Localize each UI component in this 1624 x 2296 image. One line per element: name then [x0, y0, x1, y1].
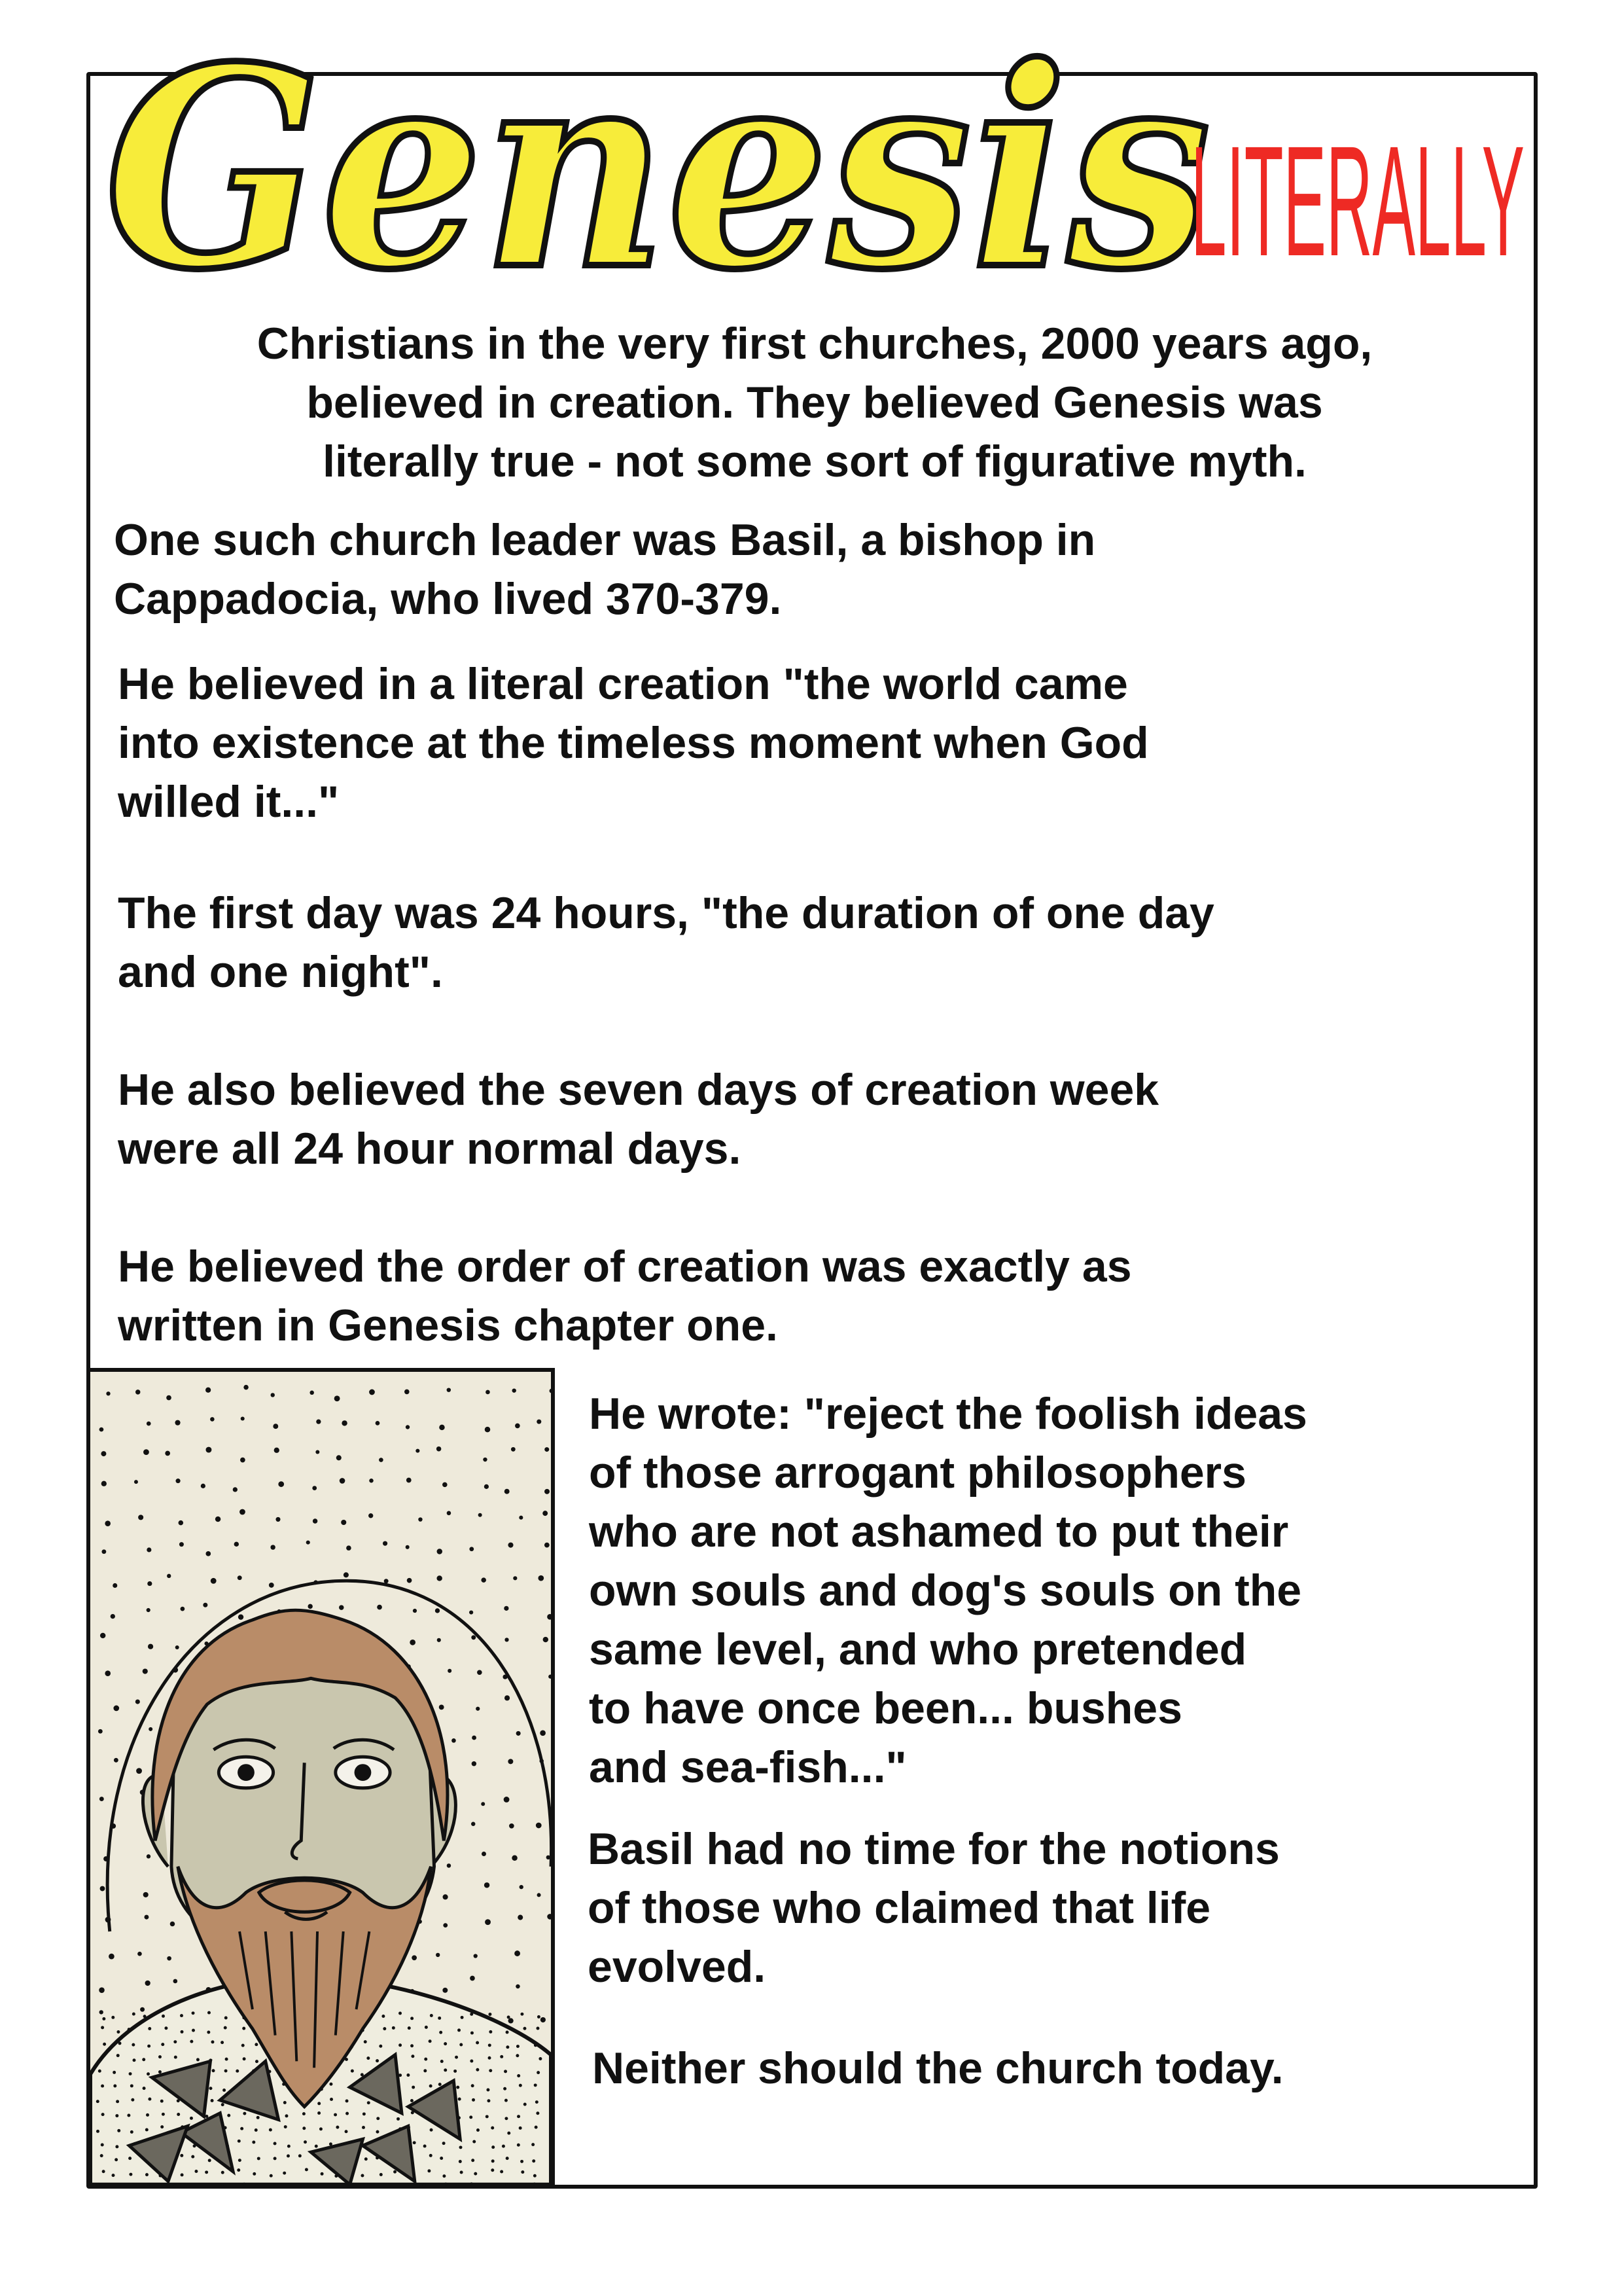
- quote-basil: [589, 1384, 1518, 1797]
- text-line: of those arrogant philosophers: [589, 1448, 1246, 1498]
- paragraph-literal-creation: [118, 655, 1492, 831]
- title-text: Genesis: [105, 8, 1210, 331]
- text-line: Neither should the church today.: [592, 2043, 1284, 2093]
- text-line: One such church leader was Basil, a bishop in: [114, 515, 1096, 565]
- title-genesis: [98, 8, 1224, 331]
- intro-paragraph: [105, 314, 1525, 491]
- subtitle-literally: [1191, 92, 1531, 288]
- text-line: into existence at the timeless moment when God: [118, 718, 1149, 768]
- text-line: who are not ashamed to put their: [589, 1507, 1289, 1556]
- text-line: The first day was 24 hours, "the duration of one day: [118, 888, 1214, 938]
- paragraph-no-time-for-evolution: [588, 1820, 1517, 1996]
- intro-line: Christians in the very first churches, 2000 years ago,: [256, 319, 1373, 368]
- text-line: He believed in a literal creation "the world came: [118, 659, 1128, 709]
- subtitle-graphic: [1191, 92, 1531, 288]
- subtitle-text: LITERALLY: [1191, 113, 1525, 288]
- text-line: and sea-fish...": [589, 1742, 907, 1792]
- text-line: own souls and dog's souls on the: [589, 1566, 1302, 1615]
- intro-line: literally true - not some sort of figurative myth.: [323, 437, 1307, 486]
- text-line: of those who claimed that life: [588, 1883, 1211, 1933]
- text-line: evolved.: [588, 1942, 766, 1992]
- text-line: to have once been... bushes: [589, 1683, 1182, 1733]
- title-genesis-graphic: [98, 8, 1224, 331]
- text-line: He believed the order of creation was exactly as: [118, 1242, 1132, 1291]
- paragraph-first-day: [118, 884, 1492, 1001]
- text-line: and one night".: [118, 947, 443, 997]
- intro-line: believed in creation. They believed Genesis was: [306, 378, 1323, 427]
- text-line: willed it...": [118, 777, 340, 827]
- text-line: He wrote: "reject the foolish ideas: [589, 1389, 1307, 1439]
- text-line: Cappadocia, who lived 370-379.: [114, 574, 782, 624]
- paragraph-seven-days: [118, 1060, 1492, 1178]
- closing-statement: [592, 2039, 1521, 2098]
- portrait-of-basil-icon: [90, 1368, 555, 2186]
- text-line: Basil had no time for the notions: [588, 1824, 1280, 1874]
- text-line: written in Genesis chapter one.: [118, 1300, 778, 1350]
- text-line: same level, and who pretended: [589, 1624, 1247, 1674]
- text-line: were all 24 hour normal days.: [118, 1124, 741, 1174]
- portrait-illustration: [90, 1372, 551, 2186]
- paragraph-order-of-creation: [118, 1237, 1492, 1355]
- text-line: He also believed the seven days of creation week: [118, 1065, 1159, 1115]
- paragraph-basil-intro: [114, 511, 1488, 628]
